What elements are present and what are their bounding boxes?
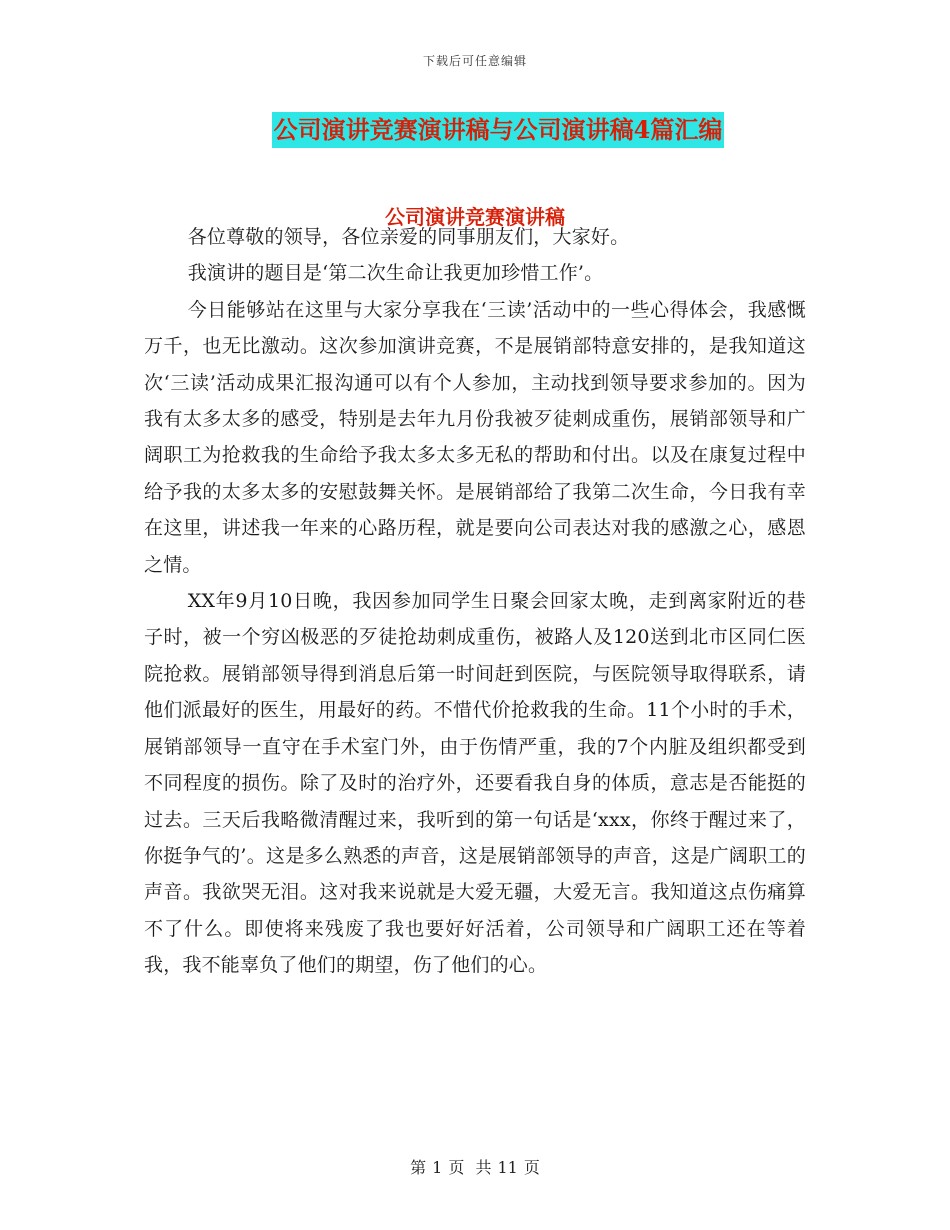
section-title: 公司演讲竞赛演讲稿 xyxy=(385,205,565,229)
document-body xyxy=(144,219,806,984)
paragraph-intro: 今日能够站在这里与大家分享我在‘三读’活动中的一些心得体会，我感慨万千，也无比激动。这次参加演讲竞赛，不是展销部特意安排的，是我知道这次‘三读’活动成果汇报沟通可以有个人参加，主动找到领导要求参加的。因为我有太多太多的感受，特别是去年九月份我被歹徒刺成重伤，展销部领导和广阔职工为抢救我的生命给予我太多太多无私的帮助和付出。以及在康复过程中给予我的太多太多的安慰鼓舞关怀。是展销部给了我第二次生命，今日我有幸在这里，讲述我一年来的心路历程，就是要向公司表达对我的感激之心，感恩之情。 xyxy=(144,298,806,576)
footer-total-pages: 11 xyxy=(497,1158,518,1177)
paragraph-topic: 我演讲的题目是‘第二次生命让我更加珍惜工作’。 xyxy=(187,262,604,285)
page-footer xyxy=(0,1155,950,1178)
footer-middle: 页 共 xyxy=(448,1158,492,1177)
paragraph-story: XX年9月10日晚，我因参加同学生日聚会回家太晚，走到离家附近的巷子时，被一个穷凶极恶的歹徒抢劫刺成重伤，被路人及120送到北市区同仁医院抢救。展销部领导得到消息后第一时间赶到医院，与医院领导取得联系，请他们派最好的医生，用最好的药。不惜代价抢救我的生命。11个小时的手术，展销部领导一直守在手术室门外，由于伤情严重，我的7个内脏及组织都受到不同程度的损伤。除了及时的治疗外，还要看我自身的体质，意志是否能挺的过去。三天后我略微清醒过来，我听到的第一句话是‘xxx，你终于醒过来了，你挺争气的’。这是多么熟悉的声音，这是展销部领导的声音，这是广阔职工的声音。我欲哭无泪。这对我来说就是大爱无疆，大爱无言。我知道这点伤痛算不了什么。即使将来残废了我也要好好活着，公司领导和广阔职工还在等着我，我不能辜负了他们的期望，伤了他们的心。 xyxy=(144,590,806,977)
footer-suffix: 页 xyxy=(523,1158,540,1177)
footer-prefix: 第 xyxy=(410,1158,427,1177)
document-title xyxy=(0,112,950,148)
document-title-text: 公司演讲竞赛演讲稿与公司演讲稿4篇汇编 xyxy=(272,112,725,148)
page-header-note: 下载后可任意编辑 xyxy=(422,54,527,68)
footer-page-number: 1 xyxy=(432,1158,443,1177)
paragraph-greeting: 各位尊敬的领导，各位亲爱的同事朋友们，大家好。 xyxy=(187,226,630,248)
